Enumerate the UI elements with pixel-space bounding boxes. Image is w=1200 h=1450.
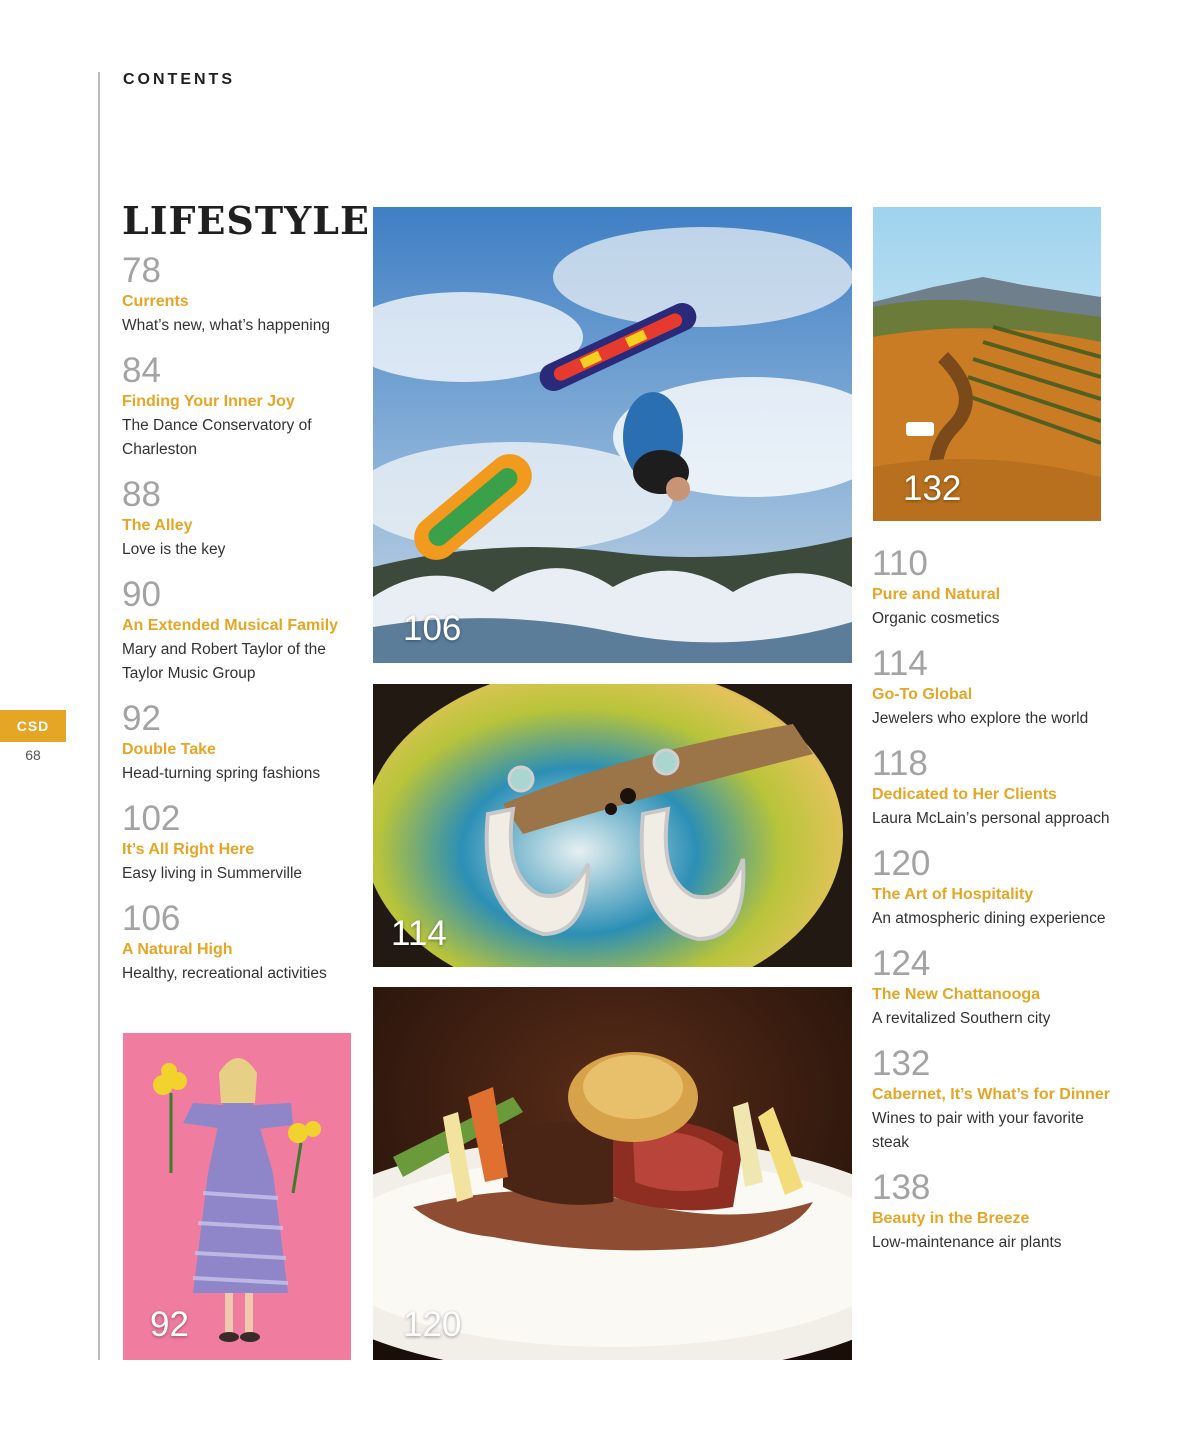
entry-title: Currents xyxy=(122,293,189,310)
entry-page: 124 xyxy=(872,944,931,983)
entry-title: Dedicated to Her Clients xyxy=(872,786,1057,803)
entry-page: 78 xyxy=(122,251,161,290)
lifestyle-heading: LIFESTYLE xyxy=(122,198,370,243)
entry-desc: Healthy, recreational activities xyxy=(122,965,327,982)
entry-page: 90 xyxy=(122,575,161,614)
entry-page: 102 xyxy=(122,799,181,838)
entry-page: 138 xyxy=(872,1168,931,1207)
entry-page: 132 xyxy=(872,1044,931,1083)
entry-title: Double Take xyxy=(122,741,216,758)
section-heading: CONTENTS xyxy=(123,71,235,88)
entry-desc: Organic cosmetics xyxy=(872,610,1000,627)
entry-title: Cabernet, It’s What’s for Dinner xyxy=(872,1086,1110,1103)
toc-entry[interactable] xyxy=(872,545,1112,631)
photo-page-number: 120 xyxy=(403,1305,462,1344)
entry-desc: Jewelers who explore the world xyxy=(872,710,1089,727)
fashion-photo[interactable] xyxy=(123,1033,351,1360)
entry-page: 92 xyxy=(122,699,161,738)
page-number: 68 xyxy=(25,747,41,763)
entry-desc: Low-maintenance air plants xyxy=(872,1234,1062,1251)
toc-entry[interactable] xyxy=(122,352,362,462)
entry-title: An Extended Musical Family xyxy=(122,617,339,634)
toc-entry[interactable] xyxy=(872,745,1112,831)
entry-desc: Easy living in Summerville xyxy=(122,865,303,882)
vineyard-photo[interactable] xyxy=(873,207,1101,521)
entry-title: The New Chattanooga xyxy=(872,986,1041,1003)
entry-page: 110 xyxy=(872,544,928,583)
entry-page: 84 xyxy=(122,351,161,390)
photo-page-number: 106 xyxy=(403,609,462,648)
toc-entry[interactable] xyxy=(872,1169,1112,1255)
earrings-photo[interactable] xyxy=(373,684,852,967)
entry-page: 118 xyxy=(872,744,928,783)
left-entries xyxy=(122,252,362,1000)
entry-title: The Art of Hospitality xyxy=(872,886,1034,903)
toc-entry[interactable] xyxy=(122,576,362,686)
entry-desc: Wines to pair with your favorite steak xyxy=(872,1110,1084,1151)
toc-entry[interactable] xyxy=(872,645,1112,731)
entry-page: 88 xyxy=(122,475,161,514)
photo-page-number: 132 xyxy=(903,469,962,508)
entry-desc: Love is the key xyxy=(122,541,226,558)
entry-desc: An atmospheric dining experience xyxy=(872,910,1106,927)
toc-entry[interactable] xyxy=(122,476,362,562)
entry-desc: Mary and Robert Taylor of the Taylor Music Group xyxy=(122,641,326,682)
entry-title: The Alley xyxy=(122,517,193,534)
entry-page: 114 xyxy=(872,644,928,683)
entry-page: 106 xyxy=(122,899,181,938)
right-entries xyxy=(872,545,1112,1269)
toc-entry[interactable] xyxy=(122,800,362,886)
entry-title: A Natural High xyxy=(122,941,233,958)
entry-page: 120 xyxy=(872,844,931,883)
entry-title: Pure and Natural xyxy=(872,586,1001,603)
wakeboard-image xyxy=(373,207,852,663)
photo-page-number: 92 xyxy=(150,1305,189,1344)
toc-entry[interactable] xyxy=(872,845,1112,931)
vertical-rule xyxy=(98,72,100,1360)
entry-desc: Laura McLain’s personal approach xyxy=(872,810,1110,827)
entry-title: Go-To Global xyxy=(872,686,973,703)
toc-entry[interactable] xyxy=(872,1045,1112,1155)
entry-desc: A revitalized Southern city xyxy=(872,1010,1051,1027)
photo-page-number: 114 xyxy=(391,914,447,953)
entry-title: Finding Your Inner Joy xyxy=(122,393,295,410)
entry-desc: Head-turning spring fashions xyxy=(122,765,321,782)
magazine-badge: CSD xyxy=(0,710,66,742)
toc-entry[interactable] xyxy=(122,900,362,986)
toc-entry[interactable] xyxy=(872,945,1112,1031)
entry-desc: The Dance Conservatory of Charleston xyxy=(122,417,312,458)
steak-photo[interactable] xyxy=(373,987,852,1360)
toc-entry[interactable] xyxy=(122,252,362,338)
wakeboard-photo[interactable] xyxy=(373,207,852,663)
entry-title: Beauty in the Breeze xyxy=(872,1210,1030,1227)
entry-title: It’s All Right Here xyxy=(122,841,255,858)
entry-desc: What’s new, what’s happening xyxy=(122,317,330,334)
toc-entry[interactable] xyxy=(122,700,362,786)
